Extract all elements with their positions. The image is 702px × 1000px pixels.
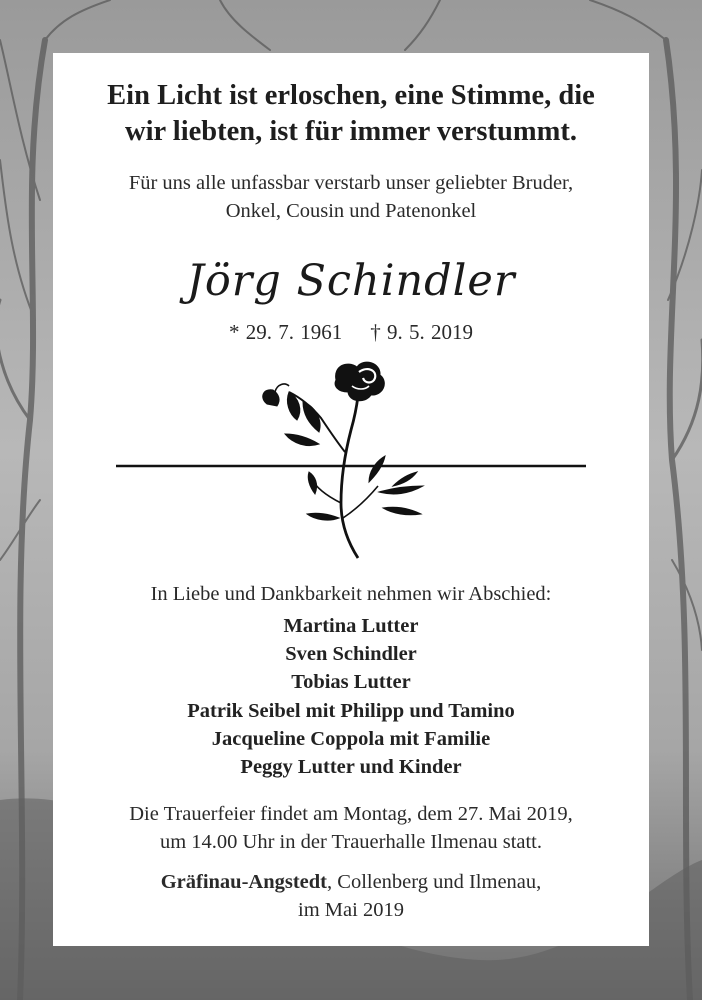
motto-line: Ein Licht ist erloschen, eine Stimme, die bbox=[107, 80, 595, 111]
mourner-name: Patrik Seibel mit Philipp und Tamino bbox=[187, 699, 515, 722]
mourner-name: Peggy Lutter und Kinder bbox=[240, 756, 462, 779]
intro-line: Für uns alle unfassbar verstarb unser geliebter Bruder, bbox=[128, 172, 574, 194]
mourner-name: Jacqueline Coppola mit Familie bbox=[211, 727, 491, 750]
signing-date: im Mai 2019 bbox=[298, 899, 404, 921]
service-line: um 14.00 Uhr in der Trauerhalle Ilmenau statt. bbox=[159, 831, 543, 853]
towns-line bbox=[53, 868, 649, 896]
mourners-list bbox=[53, 612, 649, 781]
announcement-intro bbox=[53, 169, 649, 225]
obituary-card bbox=[53, 53, 649, 946]
mourner-name: Sven Schindler bbox=[285, 643, 417, 666]
farewell-line: In Liebe und Dankbarkeit nehmen wir Abschied: bbox=[150, 583, 552, 605]
mourner-name: Tobias Lutter bbox=[291, 671, 411, 694]
service-line: Die Trauerfeier findet am Montag, dem 27. Mai 2019, bbox=[129, 803, 573, 825]
motto-line: wir liebten, ist für immer verstummt. bbox=[125, 116, 577, 147]
towns-rest: , Collenberg und Ilmenau, bbox=[327, 871, 542, 893]
birth-date: * 29. 7. 1961 bbox=[229, 320, 343, 344]
life-dates bbox=[53, 318, 649, 346]
intro-line: Onkel, Cousin und Patenonkel bbox=[225, 200, 477, 222]
memorial-motto bbox=[53, 78, 649, 150]
death-date: † 9. 5. 2019 bbox=[370, 320, 473, 344]
rose-icon bbox=[53, 358, 649, 568]
mourner-name: Martina Lutter bbox=[283, 615, 419, 637]
town-bold: Gräfinau-Angstedt bbox=[160, 871, 328, 893]
place-and-date bbox=[53, 868, 649, 924]
deceased-name: Jörg Schindler bbox=[186, 256, 516, 306]
funeral-service-info bbox=[53, 800, 649, 856]
